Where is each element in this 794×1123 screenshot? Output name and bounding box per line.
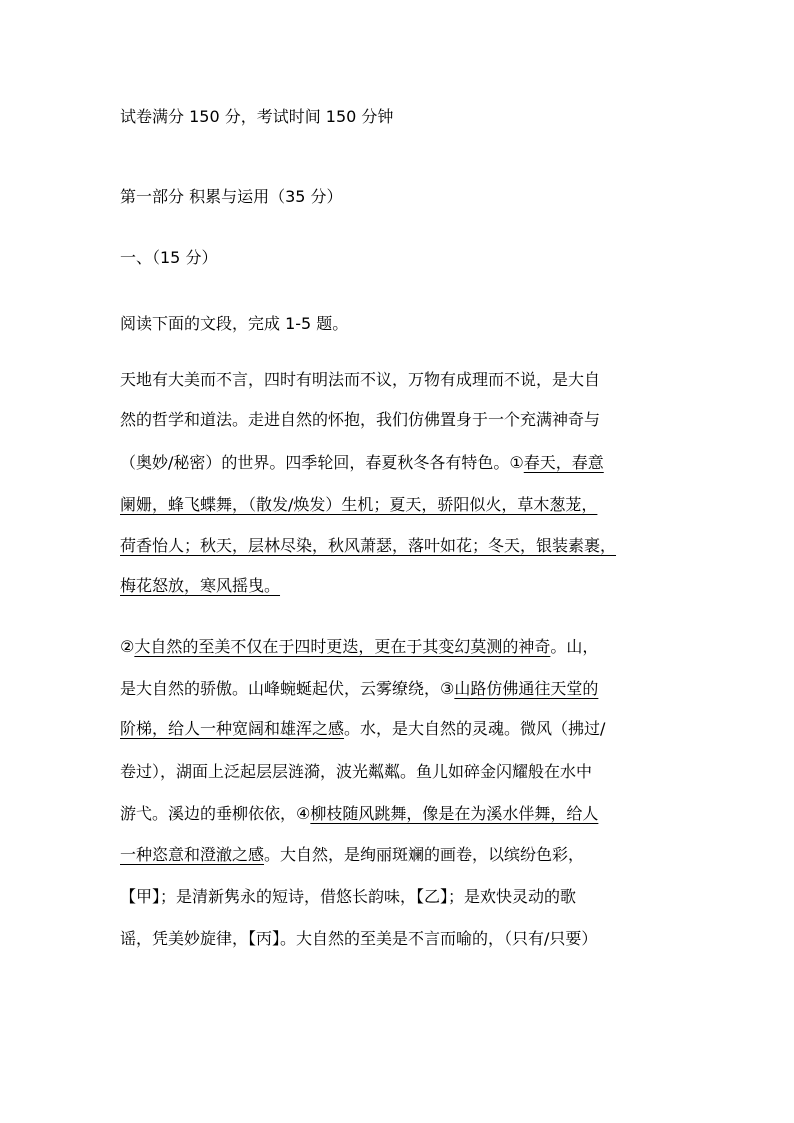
- underlined-sentence-4-end: 一种恣意和澄澈之感: [120, 845, 265, 864]
- para2-line1-tail: 。山，: [550, 637, 599, 656]
- instruction: 阅读下面的文段，完成 1-5 题。: [120, 314, 349, 333]
- section-title: 一、（15 分）: [120, 248, 218, 267]
- exam-info: 试卷满分 150 分，考试时间 150 分钟: [120, 107, 394, 126]
- para2-line5: [120, 804, 598, 824]
- para1-line2: 然的哲学和道法。走进自然的怀抱，我们仿佛置身于一个充满神奇与: [120, 410, 601, 429]
- para2-line3-tail: 。水，是大自然的灵魂。微风（拂过/: [344, 719, 606, 738]
- para2-line3: [120, 719, 605, 739]
- part-title: 第一部分 积累与运用（35 分）: [120, 187, 343, 206]
- underlined-sentence-1-line4: 梅花怒放，寒风摇曳。: [120, 576, 281, 595]
- para2-line2: [120, 679, 598, 699]
- underlined-sentence-1-start: 春天，春意: [523, 453, 604, 472]
- para2-line5-text: 游弋。溪边的垂柳依依，④: [120, 804, 311, 823]
- para1-line3-text: （奥妙/秘密）的世界。四季轮回，春夏秋冬各有特色。①: [120, 453, 524, 472]
- para2-line6-tail: 。大自然，是绚丽斑斓的画卷，以缤纷色彩，: [264, 845, 585, 864]
- underlined-sentence-2: 大自然的至美不仅在于四时更迭，更在于其变幻莫测的神奇: [134, 637, 551, 656]
- para1-line1: 天地有大美而不言，四时有明法而不议，万物有成理而不说，是大自: [120, 370, 601, 389]
- para2-line2-text: 是大自然的骄傲。山峰蜿蜒起伏，云雾缭绕，③: [120, 679, 455, 698]
- underlined-sentence-4-start: 柳枝随风跳舞，像是在为溪水伴舞，给人: [310, 804, 599, 823]
- underlined-sentence-3-end: 阶梯，给人一种宽阔和雄浑之感: [120, 719, 345, 738]
- para1-line3: [120, 453, 604, 473]
- para2-line8: 谣，凭美妙旋律，【丙】。大自然的至美是不言而喻的，（只有/只要）: [120, 929, 598, 948]
- underlined-sentence-3-start: 山路仿佛通往天堂的: [454, 679, 599, 698]
- para2-line1: [120, 637, 598, 657]
- para2-line7: 【甲】；是清新隽永的短诗，借悠长韵味，【乙】；是欢快灵动的歌: [120, 887, 577, 906]
- circled-marker-2: ②: [120, 637, 135, 656]
- para2-line4: 卷过），湖面上泛起层层涟漪，波光粼粼。鱼儿如碎金闪耀般在水中: [120, 762, 593, 781]
- para2-line6: [120, 845, 584, 865]
- underlined-sentence-1-line2: 阑姗，蜂飞蝶舞，（散发/焕发）生机；夏天，骄阳似火，草木葱茏，: [120, 495, 598, 514]
- underlined-sentence-1-line3: 荷香怡人；秋天，层林尽染，秋风萧瑟，落叶如花；冬天，银装素裹，: [120, 536, 617, 555]
